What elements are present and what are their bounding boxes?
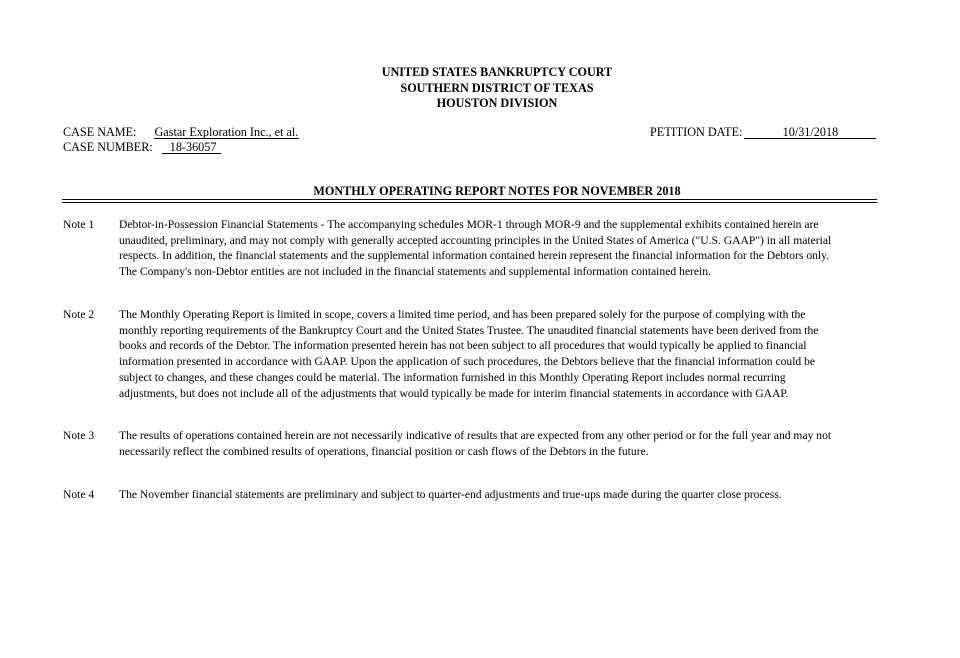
case-name-value: Gastar Exploration Inc., et al. bbox=[154, 125, 299, 139]
note-text bbox=[119, 307, 883, 401]
court-header bbox=[0, 65, 960, 112]
note-line: adjustments, but does not include all of the adjustments that would typically be made for interim financial statements in accordance with GAAP. bbox=[119, 386, 789, 400]
court-name: UNITED STATES BANKRUPTCY COURT bbox=[381, 65, 613, 79]
note-line: monthly reporting requirements of the Bankruptcy Court and the United States Trustee. The unaudited financial statements have been derived from the bbox=[119, 323, 819, 337]
note-line: The November financial statements are preliminary and subject to quarter-end adjustments and true-ups made during the quarter close process. bbox=[119, 488, 782, 501]
case-number-label: CASE NUMBER: bbox=[63, 140, 153, 154]
note-text bbox=[119, 487, 883, 503]
note-text bbox=[119, 428, 883, 459]
note-label: Note 1 bbox=[63, 218, 95, 231]
note-label: Note 3 bbox=[63, 429, 95, 442]
note-1 bbox=[63, 217, 883, 280]
report-title: MONTHLY OPERATING REPORT NOTES FOR NOVEMBER 2018 bbox=[313, 184, 681, 198]
title-rule-bottom bbox=[62, 202, 877, 203]
note-line: The Monthly Operating Report is limited in scope, covers a limited time period, and has been prepared solely for the purpose of complying with the bbox=[119, 308, 806, 321]
case-number-value: 18-36057 bbox=[162, 141, 222, 154]
note-line: unaudited, preliminary, and may not comply with generally accepted accounting principles in the United States of America ("U.S. GAAP") in all material bbox=[119, 233, 832, 247]
note-line: subject to changes, and these changes could be material. The information furnished in this Monthly Operating Report includes normal recurring bbox=[119, 370, 786, 384]
note-line: books and records of the Debtor. The information presented herein has not been subject to all procedures that would typically be applied to financial bbox=[119, 339, 807, 353]
note-text bbox=[119, 217, 883, 280]
note-label: Note 2 bbox=[63, 308, 95, 321]
note-label: Note 4 bbox=[63, 488, 95, 501]
case-name-row bbox=[63, 125, 299, 140]
case-number-row bbox=[63, 140, 221, 155]
petition-date-label: PETITION DATE: bbox=[650, 125, 743, 139]
note-line: Debtor-in-Possession Financial Statements - The accompanying schedules MOR-1 through MOR-9 and the supplemental exhibits contained herein are bbox=[119, 218, 819, 231]
note-line: necessarily reflect the combined results of operations, financial position or cash flows of the Debtors in the future. bbox=[119, 444, 649, 458]
title-rule-top bbox=[62, 199, 877, 200]
case-name-label: CASE NAME: bbox=[63, 125, 137, 139]
note-3 bbox=[63, 428, 883, 459]
note-line: The results of operations contained herein are not necessarily indicative of results that are expected from any other period or for the full year and may not bbox=[119, 429, 832, 442]
note-4 bbox=[63, 487, 883, 503]
petition-date-value: 10/31/2018 bbox=[744, 126, 876, 139]
note-2 bbox=[63, 307, 883, 401]
court-district: SOUTHERN DISTRICT OF TEXAS bbox=[400, 80, 594, 95]
court-division: HOUSTON DIVISION bbox=[436, 96, 558, 110]
note-line: information presented in accordance with GAAP. Upon the application of such procedures, the Debtors believe that the financial information could be bbox=[119, 355, 816, 369]
petition-date-row bbox=[650, 125, 876, 140]
note-line: The Company's non-Debtor entities are not included in the financial statements and supplemental information contained herein. bbox=[119, 265, 711, 279]
note-line: respects. In addition, the financial statements and the supplemental information contained herein represent the financial information for the Debtors only. bbox=[119, 249, 830, 263]
